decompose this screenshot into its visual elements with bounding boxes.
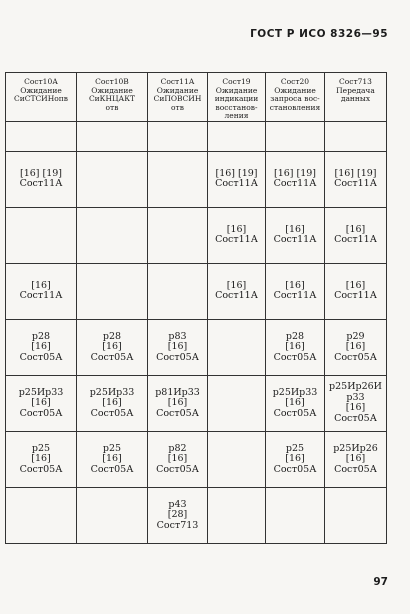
cell-line: Сост05А [90, 351, 134, 363]
cell-line: Сост11А [273, 234, 317, 246]
column-header-line: Ожидание [20, 85, 62, 95]
table-cell [266, 487, 325, 543]
table-cell [148, 319, 208, 375]
cell-line: Сост05А [90, 463, 134, 475]
cell-line: p43 [168, 498, 187, 510]
cell-line: [16] [19] [334, 167, 377, 179]
cell-line: [16] [345, 223, 366, 235]
column-header-line: Сост19 [222, 77, 251, 86]
table-cell [266, 121, 325, 151]
table-cell [208, 431, 266, 487]
table-cell [208, 151, 266, 207]
table-cell [325, 487, 387, 543]
document-header: ГОСТ Р ИСО 8326—95 [250, 28, 388, 40]
table-row [6, 375, 387, 431]
cell-line: Сост05А [334, 351, 377, 363]
cell-line: [16] [226, 223, 247, 235]
column-header-line: становления [269, 102, 321, 112]
column-header-line: Ожидание [274, 85, 316, 95]
column-header [6, 73, 77, 122]
column-header-line: СиПОВСИН [153, 94, 202, 104]
cell-line: Сост05А [334, 412, 377, 424]
cell-line: [16] [31, 453, 51, 465]
table-cell [266, 431, 325, 487]
cell-line: p25 [102, 442, 122, 454]
cell-line: [16] [285, 279, 305, 291]
cell-line: Сост11А [19, 178, 63, 190]
cell-line: Сост05А [334, 463, 377, 475]
cell-line: p28 [285, 330, 305, 342]
table-cell [208, 121, 266, 151]
cell-line: p25 [285, 442, 305, 454]
table-row [6, 319, 387, 375]
cell-line: p83 [168, 330, 187, 342]
cell-line: [16] [345, 279, 366, 291]
column-header-line: индикации [214, 94, 259, 104]
column-header [266, 73, 325, 122]
cell-line: [16] [167, 453, 188, 465]
table-row [6, 431, 387, 487]
column-header [325, 73, 387, 122]
cell-line: Сост05А [156, 463, 199, 475]
table-cell [266, 207, 325, 263]
column-header-line: отв [105, 102, 119, 112]
cell-line: Сост05А [90, 407, 134, 419]
cell-line: Сост713 [156, 519, 199, 531]
column-header-line: Ожидание [91, 85, 133, 95]
cell-line: p25Ир26 [333, 442, 378, 454]
column-header-line: ления [224, 111, 249, 121]
cell-line: p28 [31, 330, 51, 342]
cell-line: [16] [345, 402, 366, 414]
column-header [208, 73, 266, 122]
column-header-line: отв [171, 102, 184, 112]
cell-line: p25Ир33 [272, 386, 318, 398]
table-cell [325, 207, 387, 263]
cell-line: [16] [102, 397, 122, 409]
column-header [148, 73, 208, 122]
table-row [6, 121, 387, 151]
table-row [6, 263, 387, 319]
table-cell [77, 319, 148, 375]
cell-line: Сост11А [273, 178, 317, 190]
cell-line: [16] [285, 397, 305, 409]
table-cell [208, 375, 266, 431]
table-row [6, 487, 387, 543]
table-cell [148, 121, 208, 151]
table-cell [77, 375, 148, 431]
table-cell [6, 319, 77, 375]
cell-line: Сост05А [273, 407, 317, 419]
column-header-line: СиСТСИНопв [13, 94, 69, 104]
column-header-line: Сост10В [95, 77, 129, 86]
column-header-line: Ожидание [156, 85, 199, 95]
table-cell [6, 121, 77, 151]
state-transition-table [5, 72, 387, 544]
table-cell [325, 431, 387, 487]
column-header-line: Сост713 [339, 77, 372, 86]
cell-line: Сост11А [334, 234, 377, 246]
cell-line: Сост05А [273, 463, 317, 475]
table-cell [148, 375, 208, 431]
column-header-line: СиКНЦАКТ [88, 94, 136, 104]
cell-line: [16] [345, 453, 366, 465]
cell-line: [28] [167, 509, 188, 521]
cell-line: [16] [285, 223, 305, 235]
table-header-row [6, 73, 387, 122]
table-cell [77, 207, 148, 263]
table-cell [266, 319, 325, 375]
cell-line: [16] [167, 397, 188, 409]
cell-line: [16] [285, 453, 305, 465]
cell-line: p25 [31, 442, 51, 454]
column-header-line: восстанов- [215, 102, 258, 112]
column-header-line: запроса вос- [270, 94, 320, 104]
cell-line: Сост05А [19, 351, 63, 363]
table-cell [325, 319, 387, 375]
table-cell [325, 263, 387, 319]
cell-line: [16] [345, 341, 366, 353]
cell-line: [16] [31, 397, 51, 409]
cell-line: Сост11А [273, 290, 317, 302]
table-cell [266, 375, 325, 431]
cell-line: p29 [346, 330, 365, 342]
cell-line: p25Ир26И [329, 381, 382, 393]
column-header [77, 73, 148, 122]
table-cell [208, 263, 266, 319]
table-row [6, 207, 387, 263]
cell-line: p82 [168, 442, 187, 454]
column-header-line: данных [340, 94, 371, 104]
table-cell [148, 263, 208, 319]
table-cell [266, 263, 325, 319]
table-cell [77, 121, 148, 151]
column-header-line: Сост11А [160, 77, 195, 86]
cell-line: Сост05А [19, 407, 63, 419]
table-cell [148, 207, 208, 263]
column-header-line: Сост10А [24, 77, 58, 86]
cell-line: [16] [19] [19, 167, 63, 179]
cell-line: Сост05А [156, 407, 199, 419]
table-cell [6, 375, 77, 431]
cell-line: [16] [102, 453, 122, 465]
table-cell [6, 431, 77, 487]
table-cell [208, 319, 266, 375]
table-cell [77, 263, 148, 319]
page-number: 97 [373, 576, 388, 588]
column-header-line: Передача [336, 85, 375, 95]
table-cell [148, 431, 208, 487]
cell-line: [16] [285, 341, 305, 353]
cell-line: [16] [19] [215, 167, 258, 179]
cell-line: p25Ир33 [89, 386, 135, 398]
column-header-line: Сост20 [280, 77, 310, 86]
cell-line: Сост11А [19, 290, 63, 302]
table-cell [6, 263, 77, 319]
table-cell [208, 487, 266, 543]
table-cell [148, 151, 208, 207]
cell-line: Сост11А [215, 234, 258, 246]
cell-line: Сост11А [215, 178, 258, 190]
cell-line: [16] [31, 341, 51, 353]
table-body [6, 121, 387, 543]
table-cell [208, 207, 266, 263]
table-cell [6, 487, 77, 543]
cell-line: [16] [226, 279, 247, 291]
cell-line: Сост05А [19, 463, 63, 475]
table-cell [77, 151, 148, 207]
cell-line: p25Ир33 [18, 386, 64, 398]
cell-line: Сост05А [273, 351, 317, 363]
cell-line: Сост11А [334, 290, 377, 302]
table-cell [325, 121, 387, 151]
column-header-line: Ожидание [215, 85, 258, 95]
table-cell [266, 151, 325, 207]
cell-line: p28 [102, 330, 122, 342]
table-row [6, 151, 387, 207]
cell-line: [16] [19] [273, 167, 317, 179]
table-cell [325, 375, 387, 431]
cell-line: Сост05А [156, 351, 199, 363]
cell-line: [16] [167, 341, 188, 353]
cell-line: p81Ир33 [155, 386, 200, 398]
cell-line: [16] [31, 279, 51, 291]
cell-line: р33 [346, 391, 365, 403]
table-cell [325, 151, 387, 207]
table-cell [77, 431, 148, 487]
table-cell [6, 207, 77, 263]
cell-line: Сост11А [215, 290, 258, 302]
table-cell [77, 487, 148, 543]
table-cell [148, 487, 208, 543]
cell-line: [16] [102, 341, 122, 353]
cell-line: Сост11А [334, 178, 377, 190]
table-cell [6, 151, 77, 207]
